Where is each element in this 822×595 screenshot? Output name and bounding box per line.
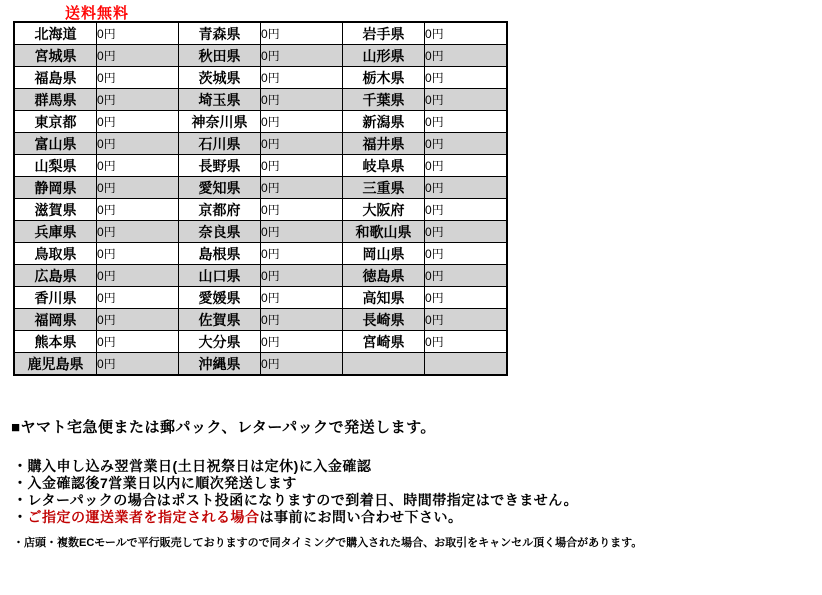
prefecture-cell: 石川県: [179, 133, 261, 155]
fee-cell: 0円: [97, 45, 179, 67]
prefecture-cell: 高知県: [343, 287, 425, 309]
fee-table-row: [14, 243, 507, 265]
prefecture-cell: 広島県: [14, 265, 97, 287]
prefecture-cell: 千葉県: [343, 89, 425, 111]
prefecture-cell: 佐賀県: [179, 309, 261, 331]
prefecture-cell: 愛媛県: [179, 287, 261, 309]
prefecture-cell: 新潟県: [343, 111, 425, 133]
fee-table-row: [14, 221, 507, 243]
prefecture-cell: 長野県: [179, 155, 261, 177]
fee-cell: 0円: [425, 199, 508, 221]
fee-table-row: [14, 111, 507, 133]
prefecture-cell: 大阪府: [343, 199, 425, 221]
fee-cell: 0円: [261, 309, 343, 331]
shipping-fee-table: [13, 21, 508, 376]
prefecture-cell: 鳥取県: [14, 243, 97, 265]
fee-cell: 0円: [425, 287, 508, 309]
fee-cell: 0円: [261, 243, 343, 265]
prefecture-cell: 北海道: [14, 22, 97, 45]
prefecture-cell: 鹿児島県: [14, 353, 97, 376]
note-carrier-black-text: は事前にお問い合わせ下さい。: [259, 509, 463, 525]
prefecture-cell: 神奈川県: [179, 111, 261, 133]
prefecture-cell: 静岡県: [14, 177, 97, 199]
fee-cell: 0円: [261, 331, 343, 353]
note-carrier-bullet: ・: [13, 509, 28, 525]
fee-cell: 0円: [261, 265, 343, 287]
shipping-notes: [13, 458, 642, 552]
prefecture-cell: 香川県: [14, 287, 97, 309]
fee-cell: 0円: [261, 22, 343, 45]
prefecture-cell: 山形県: [343, 45, 425, 67]
fee-cell: 0円: [425, 331, 508, 353]
prefecture-cell: 青森県: [179, 22, 261, 45]
fee-cell: 0円: [97, 22, 179, 45]
note-cancellation-warning: ・店頭・複数ECモールで平行販売しておりますので同タイミングで購入された場合、お取引をキャンセル頂く場合があります。: [13, 537, 643, 549]
prefecture-cell: 岩手県: [343, 22, 425, 45]
fee-cell: 0円: [261, 111, 343, 133]
fee-table-row: [14, 22, 507, 45]
prefecture-cell: 京都府: [179, 199, 261, 221]
prefecture-cell: 島根県: [179, 243, 261, 265]
shipping-fee-table-body: [14, 22, 507, 375]
prefecture-cell: 岡山県: [343, 243, 425, 265]
fee-cell: 0円: [425, 309, 508, 331]
fee-cell: 0円: [97, 331, 179, 353]
prefecture-cell: 熊本県: [14, 331, 97, 353]
fee-cell: 0円: [261, 89, 343, 111]
fee-cell: 0円: [425, 111, 508, 133]
fee-cell: 0円: [261, 133, 343, 155]
fee-cell: 0円: [261, 353, 343, 376]
prefecture-cell: 宮城県: [14, 45, 97, 67]
fee-cell: 0円: [97, 353, 179, 376]
fee-cell: 0円: [425, 243, 508, 265]
fee-cell: 0円: [97, 265, 179, 287]
note-shipping-schedule: ・入金確認後7営業日以内に順次発送します: [13, 475, 297, 491]
fee-cell: [425, 353, 508, 376]
fee-cell: 0円: [97, 133, 179, 155]
fee-cell: 0円: [261, 287, 343, 309]
fee-table-row: [14, 45, 507, 67]
prefecture-cell: 愛知県: [179, 177, 261, 199]
fee-cell: 0円: [97, 67, 179, 89]
prefecture-cell: [343, 353, 425, 376]
fee-cell: 0円: [261, 221, 343, 243]
prefecture-cell: 沖縄県: [179, 353, 261, 376]
fee-table-row: [14, 331, 507, 353]
note-letterpack-delivery: ・レターパックの場合はポスト投函になりますので到着日、時間帯指定はできません。: [13, 492, 579, 508]
fee-cell: 0円: [261, 45, 343, 67]
prefecture-cell: 奈良県: [179, 221, 261, 243]
fee-table-row: [14, 287, 507, 309]
fee-table-row: [14, 265, 507, 287]
shipping-method-headline: ■ヤマト宅急便または郵パック、レターパックで発送します。: [11, 419, 436, 436]
prefecture-cell: 兵庫県: [14, 221, 97, 243]
fee-cell: 0円: [425, 89, 508, 111]
prefecture-cell: 宮崎県: [343, 331, 425, 353]
prefecture-cell: 埼玉県: [179, 89, 261, 111]
fee-table-row: [14, 177, 507, 199]
fee-cell: 0円: [425, 265, 508, 287]
prefecture-cell: 徳島県: [343, 265, 425, 287]
note-carrier-request: [13, 509, 642, 526]
prefecture-cell: 福井県: [343, 133, 425, 155]
fee-cell: 0円: [97, 287, 179, 309]
prefecture-cell: 山梨県: [14, 155, 97, 177]
prefecture-cell: 群馬県: [14, 89, 97, 111]
fee-cell: 0円: [97, 111, 179, 133]
fee-cell: 0円: [425, 133, 508, 155]
prefecture-cell: 福島県: [14, 67, 97, 89]
note-carrier-red-text: ご指定の運送業者を指定される場合: [27, 509, 260, 525]
fee-table-row: [14, 133, 507, 155]
fee-cell: 0円: [97, 199, 179, 221]
fee-cell: 0円: [261, 177, 343, 199]
prefecture-cell: 栃木県: [343, 67, 425, 89]
fee-table-row: [14, 353, 507, 376]
prefecture-cell: 東京都: [14, 111, 97, 133]
fee-table-row: [14, 89, 507, 111]
prefecture-cell: 三重県: [343, 177, 425, 199]
fee-cell: 0円: [425, 45, 508, 67]
prefecture-cell: 茨城県: [179, 67, 261, 89]
prefecture-cell: 滋賀県: [14, 199, 97, 221]
fee-table-row: [14, 67, 507, 89]
fee-cell: 0円: [425, 221, 508, 243]
fee-cell: 0円: [97, 155, 179, 177]
fee-cell: 0円: [425, 67, 508, 89]
prefecture-cell: 岐阜県: [343, 155, 425, 177]
fee-cell: 0円: [97, 309, 179, 331]
fee-table-row: [14, 199, 507, 221]
prefecture-cell: 福岡県: [14, 309, 97, 331]
fee-cell: 0円: [425, 22, 508, 45]
free-shipping-label: 送料無料: [65, 5, 130, 22]
fee-table-row: [14, 309, 507, 331]
prefecture-cell: 富山県: [14, 133, 97, 155]
fee-cell: 0円: [97, 221, 179, 243]
fee-cell: 0円: [97, 243, 179, 265]
prefecture-cell: 長崎県: [343, 309, 425, 331]
fee-cell: 0円: [261, 199, 343, 221]
fee-cell: 0円: [97, 177, 179, 199]
fee-cell: 0円: [261, 155, 343, 177]
prefecture-cell: 秋田県: [179, 45, 261, 67]
fee-cell: 0円: [97, 89, 179, 111]
fee-table-row: [14, 155, 507, 177]
prefecture-cell: 山口県: [179, 265, 261, 287]
prefecture-cell: 和歌山県: [343, 221, 425, 243]
fee-cell: 0円: [425, 155, 508, 177]
note-payment-confirmation: ・購入申し込み翌営業日(土日祝祭日は定休)に入金確認: [13, 458, 372, 474]
prefecture-cell: 大分県: [179, 331, 261, 353]
fee-cell: 0円: [425, 177, 508, 199]
fee-cell: 0円: [261, 67, 343, 89]
